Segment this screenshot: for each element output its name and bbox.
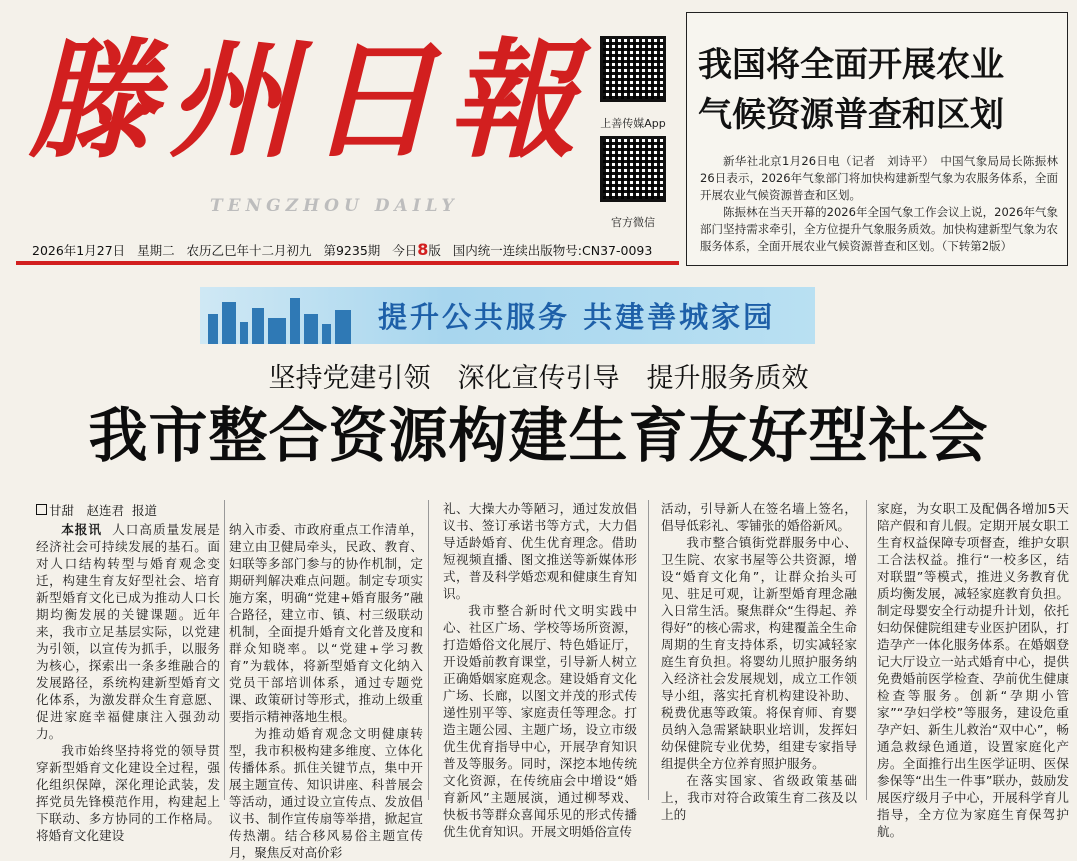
top-story-headline-line2: 气候资源普查和区划: [698, 95, 1004, 135]
pages-prefix: 今日: [392, 243, 418, 258]
article-column-5: [877, 500, 1069, 839]
banner-title: 提升公共服务 共建善城家园: [378, 300, 776, 334]
column-divider: [428, 500, 429, 800]
article-paragraph: [36, 521, 220, 742]
article-paragraph: 我市整合镇街党群服务中心、卫生院、农家书屋等公共资源，增设“婚育文化角”，让群众抬头可见、驻足可观，让新型婚育理念融入日常生活。聚焦群众“生得起、养得好”的核心需求，构建覆盖全生命周期的生育支持体系，切实减轻家庭生育负担。将婴幼儿照护服务纳入经济社会发展规划，成立工作领导小组，落实托育机构建设补助、税费优惠等政策。将保育师、育婴员纳入急需紧缺职业培训，发挥妇幼保健院专业优势，组建专家指导组提供全方位养育照护服务。: [661, 535, 857, 771]
column-divider: [866, 500, 867, 800]
article-column-2: [229, 521, 423, 860]
article-paragraph: 在落实国家、省级政策基础上，我市对符合政策生育二孩及以上的: [661, 773, 857, 822]
city-skyline-icon: [200, 294, 360, 344]
dateline: [32, 240, 652, 259]
top-story-paragraph: 新华社北京1月26日电（记者 刘诗平） 中国气象局局长陈振林26日表示，2026年气象部门将加快构建新型气象为农服务体系，全面开展农业气候资源普查和区划。: [700, 154, 1058, 202]
lead-tag: 本报讯: [61, 522, 103, 537]
issue-weekday: 星期二: [137, 243, 175, 258]
top-story-paragraph: 陈振林在当天开幕的2026年全国气象工作会议上说，2026年气象部门坚持需求牵引，全方位提升气象服务质效。加快构建新型气象为农服务体系，全面开展农业气候资源普查和区划。（下转第2版）: [700, 205, 1058, 253]
wechat-qr-code[interactable]: [600, 136, 666, 202]
column-divider: [224, 500, 225, 800]
article-column-3: [443, 500, 637, 839]
article-paragraph: 家庭，为女职工及配偶各增加5天陪产假和育儿假。定期开展女职工生育权益保障专项督查，维护女职工合法权益。推行“一校多区，结对联盟”等模式，推进义务教育优质均衡发展，减轻家庭教育负担。制定母婴安全行动提升计划，依托妇幼保健院组建专业医护团队，打造孕产一体化服务体系。在婚姻登记大厅设立一站式婚育中心，提供免费婚前医学检查、孕前优生健康检查等服务。创新“孕期小管家”“孕妇学校”等服务，建设危重孕产妇、新生儿救治“双中心”，畅通急救绿色通道，设置家庭化产房。全面推行出生医学证明、医保参保等“出生一件事”联办，鼓励发展医疗级月子中心，开展科学育儿指导，全方位为家庭生育保驾护航。: [877, 501, 1069, 839]
issue-date: 2026年1月27日: [32, 243, 126, 258]
lunar-date: 农历乙巳年十二月初九: [186, 243, 312, 258]
article-paragraph: 我市整合新时代文明实践中心、社区广场、学校等场所资源，打造婚俗文化展厅、特色婚证厅，开设婚前教育课堂，引导新人树立正确婚姻家庭观念。建设婚育文化广场、长廊，以图文并茂的形式传递性别平等、家庭责任等理念。打造主题公园、主题广场，设立市级优生优育指导中心，开展孕育知识普及等服务。同时，深挖本地传统文化资源，在传统庙会中增设“婚育新风”主题展演，通过柳琴戏、快板书等群众喜闻乐见的形式传播优生优育知识。开展文明婚俗宣传: [443, 603, 637, 839]
top-story-body: [700, 153, 1058, 255]
main-headline[interactable]: 我市整合资源构建生育友好型社会: [88, 401, 989, 470]
masthead-name: 滕州日報: [28, 26, 589, 176]
article-column-1: [36, 521, 221, 843]
column-divider: [648, 500, 649, 800]
article-paragraph: 礼、大操大办等陋习，通过发放倡议书、签订承诺书等方式，大力倡导适龄婚育、优生优育理念。借助短视频直播、图文推送等新媒体形式，普及科学婚恋观和健康生育知识。: [443, 501, 637, 601]
page-count: 8: [417, 240, 429, 259]
masthead-english-name: TENGZHOU DAILY: [210, 196, 459, 216]
top-story-headline[interactable]: [698, 40, 1058, 140]
article-column-4: [661, 500, 857, 822]
masthead-logo: [28, 6, 598, 206]
article-paragraph: 纳入市委、市政府重点工作清单，建立由卫健局牵头，民政、教育、妇联等多部门参与的协作机制，定期研判解决难点问题。制定专项实施方案，明确“党建+婚育服务”融合路径，建立市、镇、村三级联动机制，全面提升婚育文化普及度和群众知晓率。以“党建+学习教育”为载体，将新型婚育文化纳入党员干部培训体系，通过专题党课、政策研讨等形式，推动上级重要指示精神落地生根。: [229, 522, 423, 724]
masthead-rule: [16, 261, 679, 265]
article-paragraph: 为推动婚育观念文明健康转型，我市积极构建多维度、立体化传播体系。抓住关键节点，集中开展主题宣传、知识讲座、科普展会等活动，通过设立宣传点、发放倡议书、制作宣传扇等举措，掀起宣传热潮。结合移风易俗主题宣传月，聚焦反对高价彩: [229, 726, 423, 860]
publication-number: 国内统一连续出版物号:CN37-0093: [452, 243, 653, 258]
byline-authors: 甘甜 赵连君: [49, 503, 125, 518]
article-paragraph: 活动，引导新人在签名墙上签名，倡导低彩礼、零铺张的婚俗新风。: [661, 501, 857, 533]
section-banner: [200, 287, 815, 344]
square-icon: [36, 504, 47, 515]
app-qr-label: 上善传媒App: [600, 117, 666, 130]
article-paragraph: 我市始终坚持将党的领导贯穿新型婚育文化建设全过程，强化组织保障，深化理论武装，发挥党员先锋模范作用，构建起上下联动、多方协同的工作格局。将婚育文化建设: [36, 743, 220, 843]
byline: [36, 501, 157, 519]
wechat-qr-label: 官方微信: [611, 216, 655, 229]
app-qr-code[interactable]: [600, 36, 666, 102]
byline-suffix: 报道: [131, 503, 157, 518]
pages-suffix: 版: [428, 243, 441, 258]
main-subheadline: 坚持党建引领 深化宣传引导 提升服务质效: [268, 363, 809, 394]
article-text: 人口高质量发展是经济社会可持续发展的基石。面对人口结构转型与婚育观念变迁，构建生育友好型社会、培育新型婚育文化已成为推动人口长期均衡发展的关键课题。近年来，我市立足基层实际，以党建为引领，以宣传为抓手，以服务为核心，探索出一条多维融合的发展路径，系统构建新型婚育文化体系，为激发群众生育意愿、促进家庭幸福健康注入强劲动力。: [36, 522, 221, 741]
issue-number: 第9235期: [323, 243, 381, 258]
top-story-headline-line1: 我国将全面开展农业: [698, 45, 1004, 85]
